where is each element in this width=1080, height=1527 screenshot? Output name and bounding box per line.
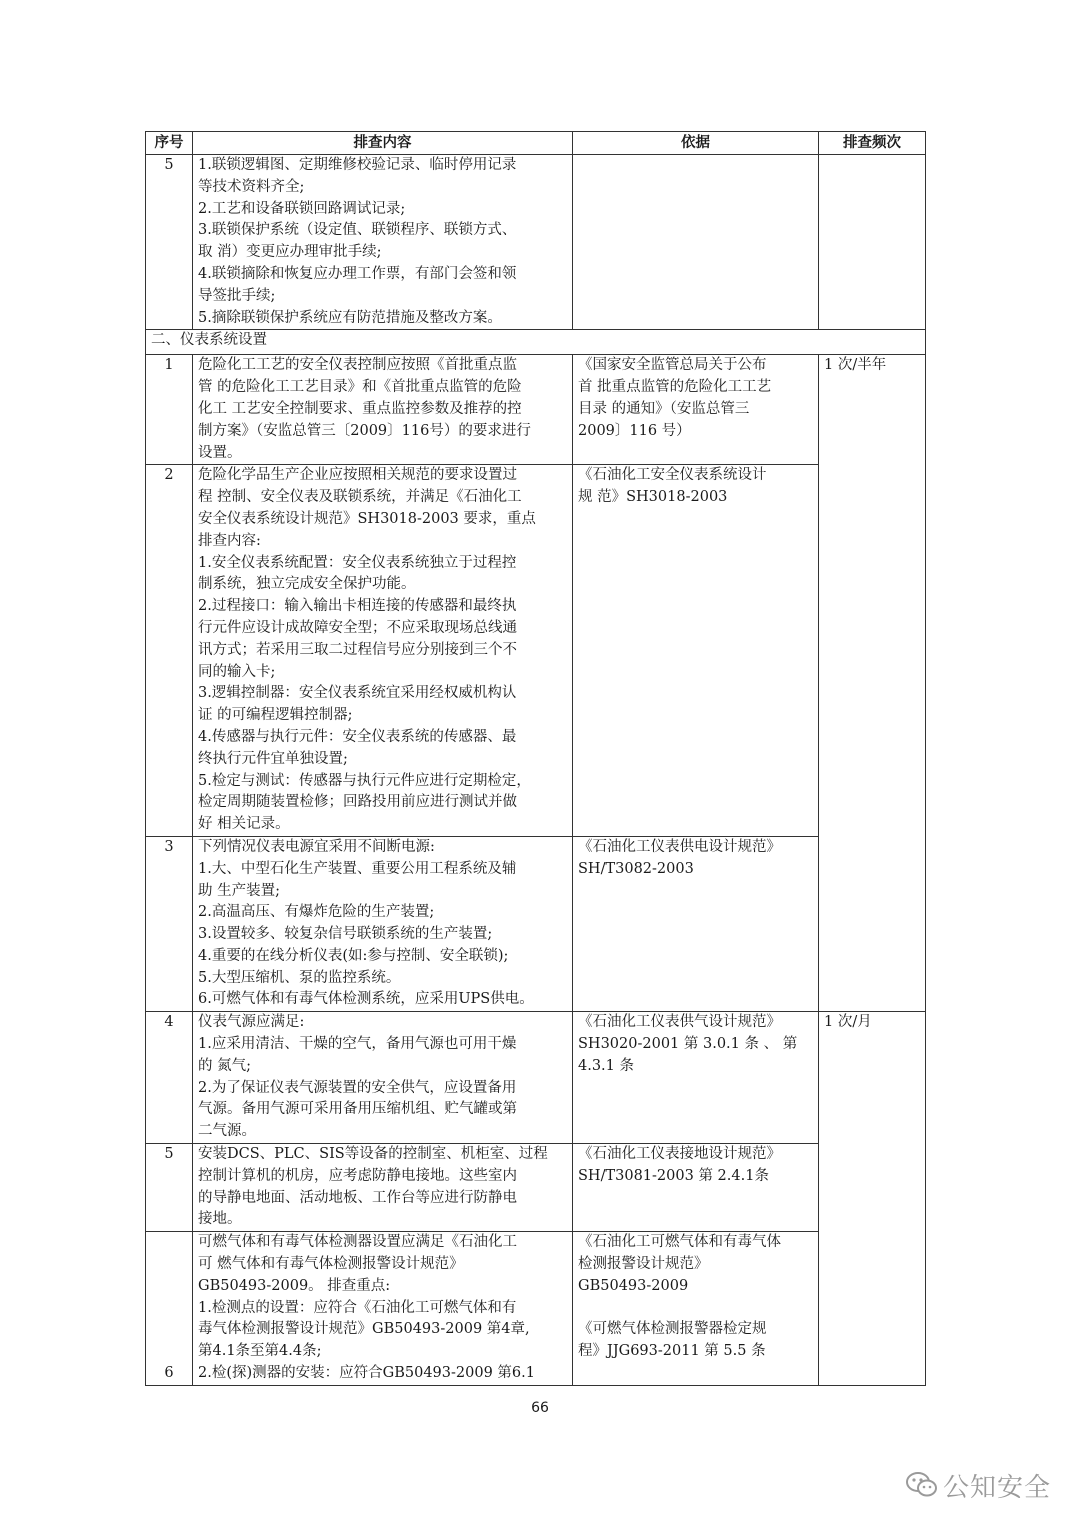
table-row bbox=[146, 1144, 926, 1232]
page-number: 66 bbox=[531, 1400, 549, 1416]
row-content: 可燃气体和有毒气体检测器设置应满足《石油化工 可 燃气体和有毒气体检测报警设计规范》 GB50493-2009。 排查重点: 1.检测点的设置：应符合《石油化工可燃气体和有 毒气体检测报警设计规范》GB50493-2009 第4章, 第4.1条至第4.4条; 2.检(探)测器的安装：应符合GB50493-2009 第6.1 bbox=[193, 1232, 573, 1386]
frequency-monthly: 1 次/月 bbox=[819, 1012, 926, 1386]
row-number: 3 bbox=[146, 836, 193, 1011]
row-basis: 《石油化工仪表供电设计规范》 SH/T3082-2003 bbox=[573, 836, 819, 1011]
header-no: 序号 bbox=[146, 132, 193, 155]
inspection-table bbox=[145, 131, 926, 1386]
table-row bbox=[146, 465, 926, 837]
section-row bbox=[146, 330, 926, 355]
row-frequency bbox=[819, 155, 926, 330]
row-content: 危险化学品生产企业应按照相关规范的要求设置过 程 控制、安全仪表及联锁系统，并满足《石油化工 安全仪表系统设计规范》SH3018-2003 要求，重点 排查内容: 1.安全仪表系统配置：安全仪表系统独立于过程控 制系统，独立完成安全保护功能。 2.过程接口：输入输出卡相连接的传感器和最终执 行元件应设计成故障安全型；不应采取现场总线通 讯方式；若采用三取二过程信号应分别接到三个不 同的输入卡; 3.逻辑控制器：安全仪表系统宜采用经权威机构认 证 的可编程逻辑控制器; 4.传感器与执行元件：安全仪表系统的传感器、最 终执行元件宜单独设置; 5.检定与测试：传感器与执行元件应进行定期检定， 检定周期随装置检修；回路投用前应进行测试并做 好 相关记录。 bbox=[193, 465, 573, 837]
row-content: 1.联锁逻辑图、定期维修校验记录、临时停用记录 等技术资料齐全; 2.工艺和设备联锁回路调试记录; 3.联锁保护系统（设定值、联锁程序、联锁方式、 取 消）变更应办理审批手续; 4.联锁摘除和恢复应办理工作票，有部门会签和领 导签批手续; 5.摘除联锁保护系统应有防范措施及整改方案。 bbox=[193, 155, 573, 330]
header-frequency: 排查频次 bbox=[819, 132, 926, 155]
header-content: 排查内容 bbox=[193, 132, 573, 155]
table-row bbox=[146, 1232, 926, 1386]
row-basis: 《石油化工仪表供气设计规范》 SH3020-2001 第 3.0.1 条 、 第 4.3.1 条 bbox=[573, 1012, 819, 1144]
table-row bbox=[146, 155, 926, 330]
row-number: 2 bbox=[146, 465, 193, 837]
row-basis bbox=[573, 155, 819, 330]
watermark bbox=[905, 1465, 1051, 1505]
section-title: 二、仪表系统设置 bbox=[146, 330, 926, 355]
row-number: 5 bbox=[146, 155, 193, 330]
table-row bbox=[146, 836, 926, 1011]
table-header bbox=[146, 132, 926, 155]
row-basis: 《国家安全监管总局关于公布 首 批重点监管的危险化工工艺 目录 的通知》（安监总管三 2009〕116 号） bbox=[573, 355, 819, 465]
row-basis: 《石油化工仪表接地设计规范》 SH/T3081-2003 第 2.4.1条 bbox=[573, 1144, 819, 1232]
row-basis: 《石油化工可燃气体和有毒气体 检测报警设计规范》 GB50493-2009 《可燃气体检测报警器检定规 程》JJG693-2011 第 5.5 条 bbox=[573, 1232, 819, 1386]
row-content: 仪表气源应满足: 1.应采用清洁、干燥的空气，备用气源也可用干燥 的 氮气; 2.为了保证仪表气源装置的安全供气，应设置备用 气源。备用气源可采用备用压缩机组、贮气罐或第 二气源。 bbox=[193, 1012, 573, 1144]
watermark-text: 公知安全 bbox=[943, 1472, 1052, 1503]
row-number: 1 bbox=[146, 355, 193, 465]
row-basis: 《石油化工安全仪表系统设计 规 范》SH3018-2003 bbox=[573, 465, 819, 837]
row-content: 危险化工工艺的安全仪表控制应按照《首批重点监 管 的危险化工工艺目录》和《首批重点监管的危险 化工 工艺安全控制要求、重点监控参数及推荐的控 制方案》（安监总管三〔2009〕116号）的要求进行 设置。 bbox=[193, 355, 573, 465]
header-basis: 依据 bbox=[573, 132, 819, 155]
wechat-icon bbox=[905, 1470, 939, 1500]
table-row bbox=[146, 1012, 926, 1144]
row-number: 4 bbox=[146, 1012, 193, 1144]
row-content: 安装DCS、PLC、SIS等设备的控制室、机柜室、过程 控制计算机的机房，应考虑防静电接地。这些室内 的导静电地面、活动地板、工作台等应进行防静电 接地。 bbox=[193, 1144, 573, 1232]
frequency-half-year: 1 次/半年 bbox=[819, 355, 926, 1012]
row-number: 5 bbox=[146, 1144, 193, 1232]
table-row bbox=[146, 355, 926, 465]
row-content: 下列情况仪表电源宜采用不间断电源: 1.大、中型石化生产装置、重要公用工程系统及辅 助 生产装置; 2.高温高压、有爆炸危险的生产装置; 3.设置较多、较复杂信号联锁系统的生产装置; 4.重要的在线分析仪表(如:参与控制、安全联锁); 5.大型压缩机、泵的监控系统。 6.可燃气体和有毒气体检测系统，应采用UPS供电。 bbox=[193, 836, 573, 1011]
row-number: 6 bbox=[146, 1232, 193, 1386]
